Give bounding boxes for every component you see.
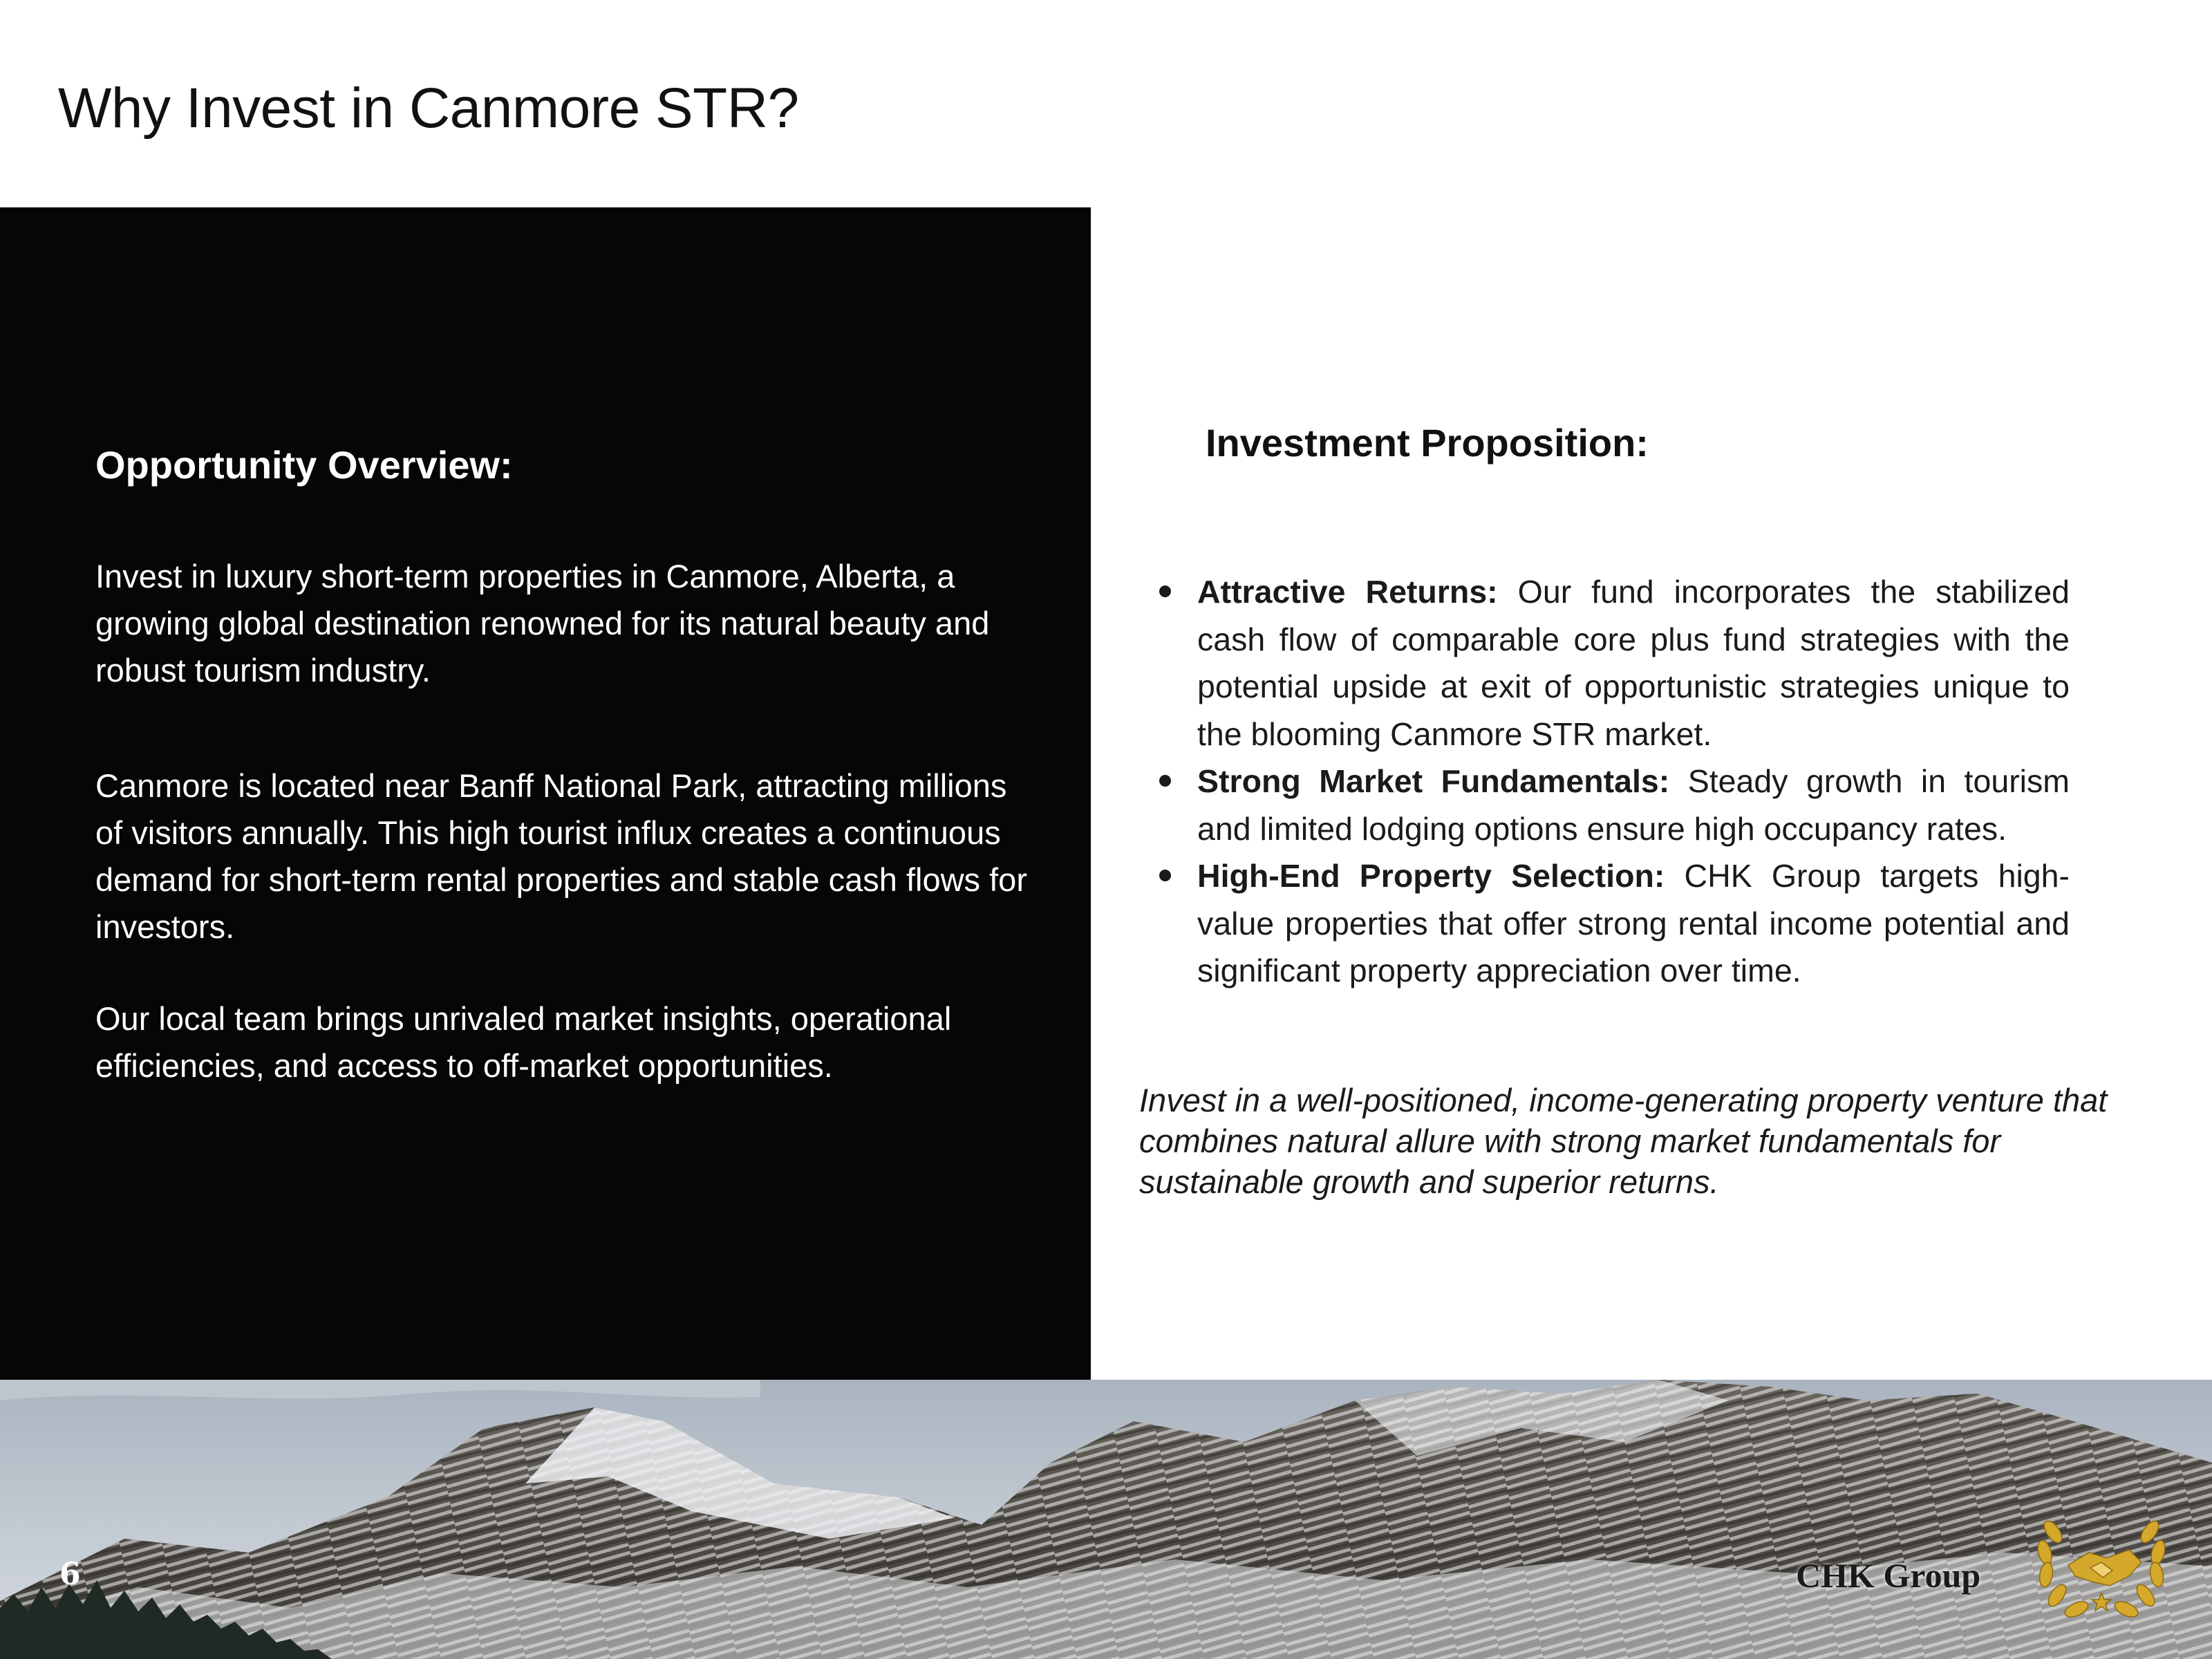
bullet-text: Our fund incorporates the stabilized cash flow of comparable core plus fund strategies with the potential upside at exit of opportunistic strategies unique to the blooming Canmore STR market.	[1197, 574, 2070, 752]
proposition-heading: Investment Proposition:	[1206, 421, 1649, 465]
bullet-title: Attractive Returns:	[1197, 574, 1498, 610]
overview-paragraph-2: Canmore is located near Banff National Park, attracting millions of visitors annually. This high tourist influx creates a continuous demand for short-term rental properties and stable cash flows for investors.	[95, 767, 1027, 945]
bullet-title: Strong Market Fundamentals:	[1197, 763, 1670, 799]
overview-paragraph-1: Invest in luxury short-term properties in Canmore, Alberta, a growing global destination renowned for its natural beauty and robust tourism industry.	[95, 558, 990, 688]
brand-name: CHK Group	[1796, 1556, 1981, 1595]
proposition-list	[1156, 568, 2070, 995]
summary-text: Invest in a well-positioned, income-generating property venture that combines natural allure with strong market fundamentals for sustainable growth and superior returns.	[1139, 1082, 2108, 1200]
list-item	[1156, 852, 2070, 995]
mountain-illustration	[0, 1380, 2212, 1659]
bullet-text: CHK Group targets high-value properties that offer strong rental income potential and significant property appreciation over time.	[1197, 858, 2070, 988]
bullet-icon	[1159, 870, 1171, 881]
chk-logo-icon	[2025, 1504, 2177, 1626]
list-item	[1156, 568, 2070, 758]
bullet-icon	[1159, 775, 1171, 787]
list-item	[1156, 758, 2070, 852]
page-number: 6	[59, 1557, 81, 1592]
mountain-image	[0, 1380, 2212, 1659]
overview-paragraph-3: Our local team brings unrivaled market insights, operational efficiencies, and access to off-market opportunities.	[95, 1000, 952, 1084]
bullet-title: High-End Property Selection:	[1197, 858, 1665, 894]
page-title: Why Invest in Canmore STR?	[58, 77, 799, 140]
bullet-text: Steady growth in tourism and limited lodging options ensure high occupancy rates.	[1197, 763, 2070, 847]
bullet-icon	[1159, 585, 1171, 597]
overview-heading: Opportunity Overview:	[95, 443, 513, 487]
